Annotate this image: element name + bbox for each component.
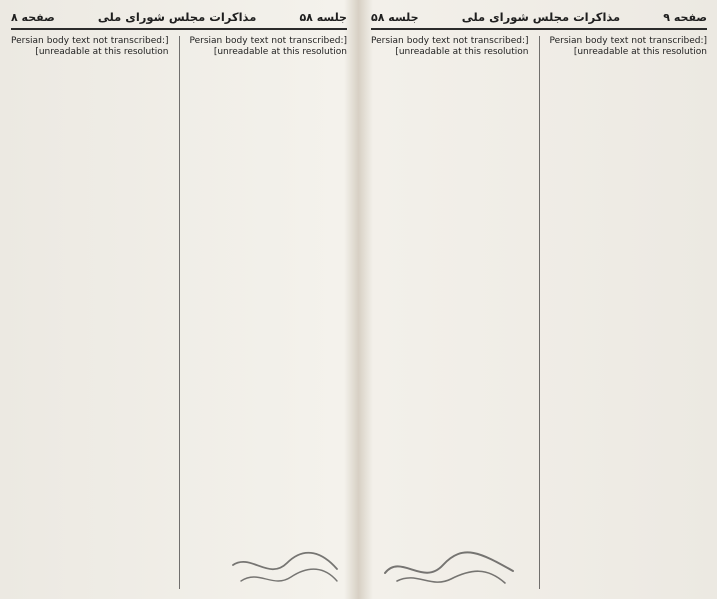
column-divider xyxy=(539,36,540,589)
column-2 xyxy=(11,36,169,589)
column-divider xyxy=(179,36,180,589)
page-title: مذاکرات مجلس شورای ملی xyxy=(97,10,257,24)
column-1 xyxy=(550,36,708,589)
page-right xyxy=(1,0,359,599)
column-1 xyxy=(190,36,348,589)
page-number: صفحه ۸ xyxy=(11,10,55,24)
column-text: [Persian body text not transcribed: unreadable at this resolution] xyxy=(371,36,529,57)
page-title: مذاکرات مجلس شورای ملی xyxy=(461,10,621,24)
session-label: جلسه ۵۸ xyxy=(299,10,347,24)
columns-right xyxy=(11,36,347,589)
column-text: [Persian body text not transcribed: unreadable at this resolution] xyxy=(189,36,347,57)
page-number: صفحه ۹ xyxy=(663,10,707,24)
page-header-left xyxy=(371,8,707,30)
session-label: جلسه ۵۸ xyxy=(371,10,419,24)
column-2 xyxy=(371,36,529,589)
column-text: [Persian body text not transcribed: unreadable at this resolution] xyxy=(11,36,169,57)
column-text: [Persian body text not transcribed: unreadable at this resolution] xyxy=(549,36,707,57)
columns-left xyxy=(371,36,707,589)
page-header-right xyxy=(11,8,347,30)
page-left xyxy=(359,0,717,599)
